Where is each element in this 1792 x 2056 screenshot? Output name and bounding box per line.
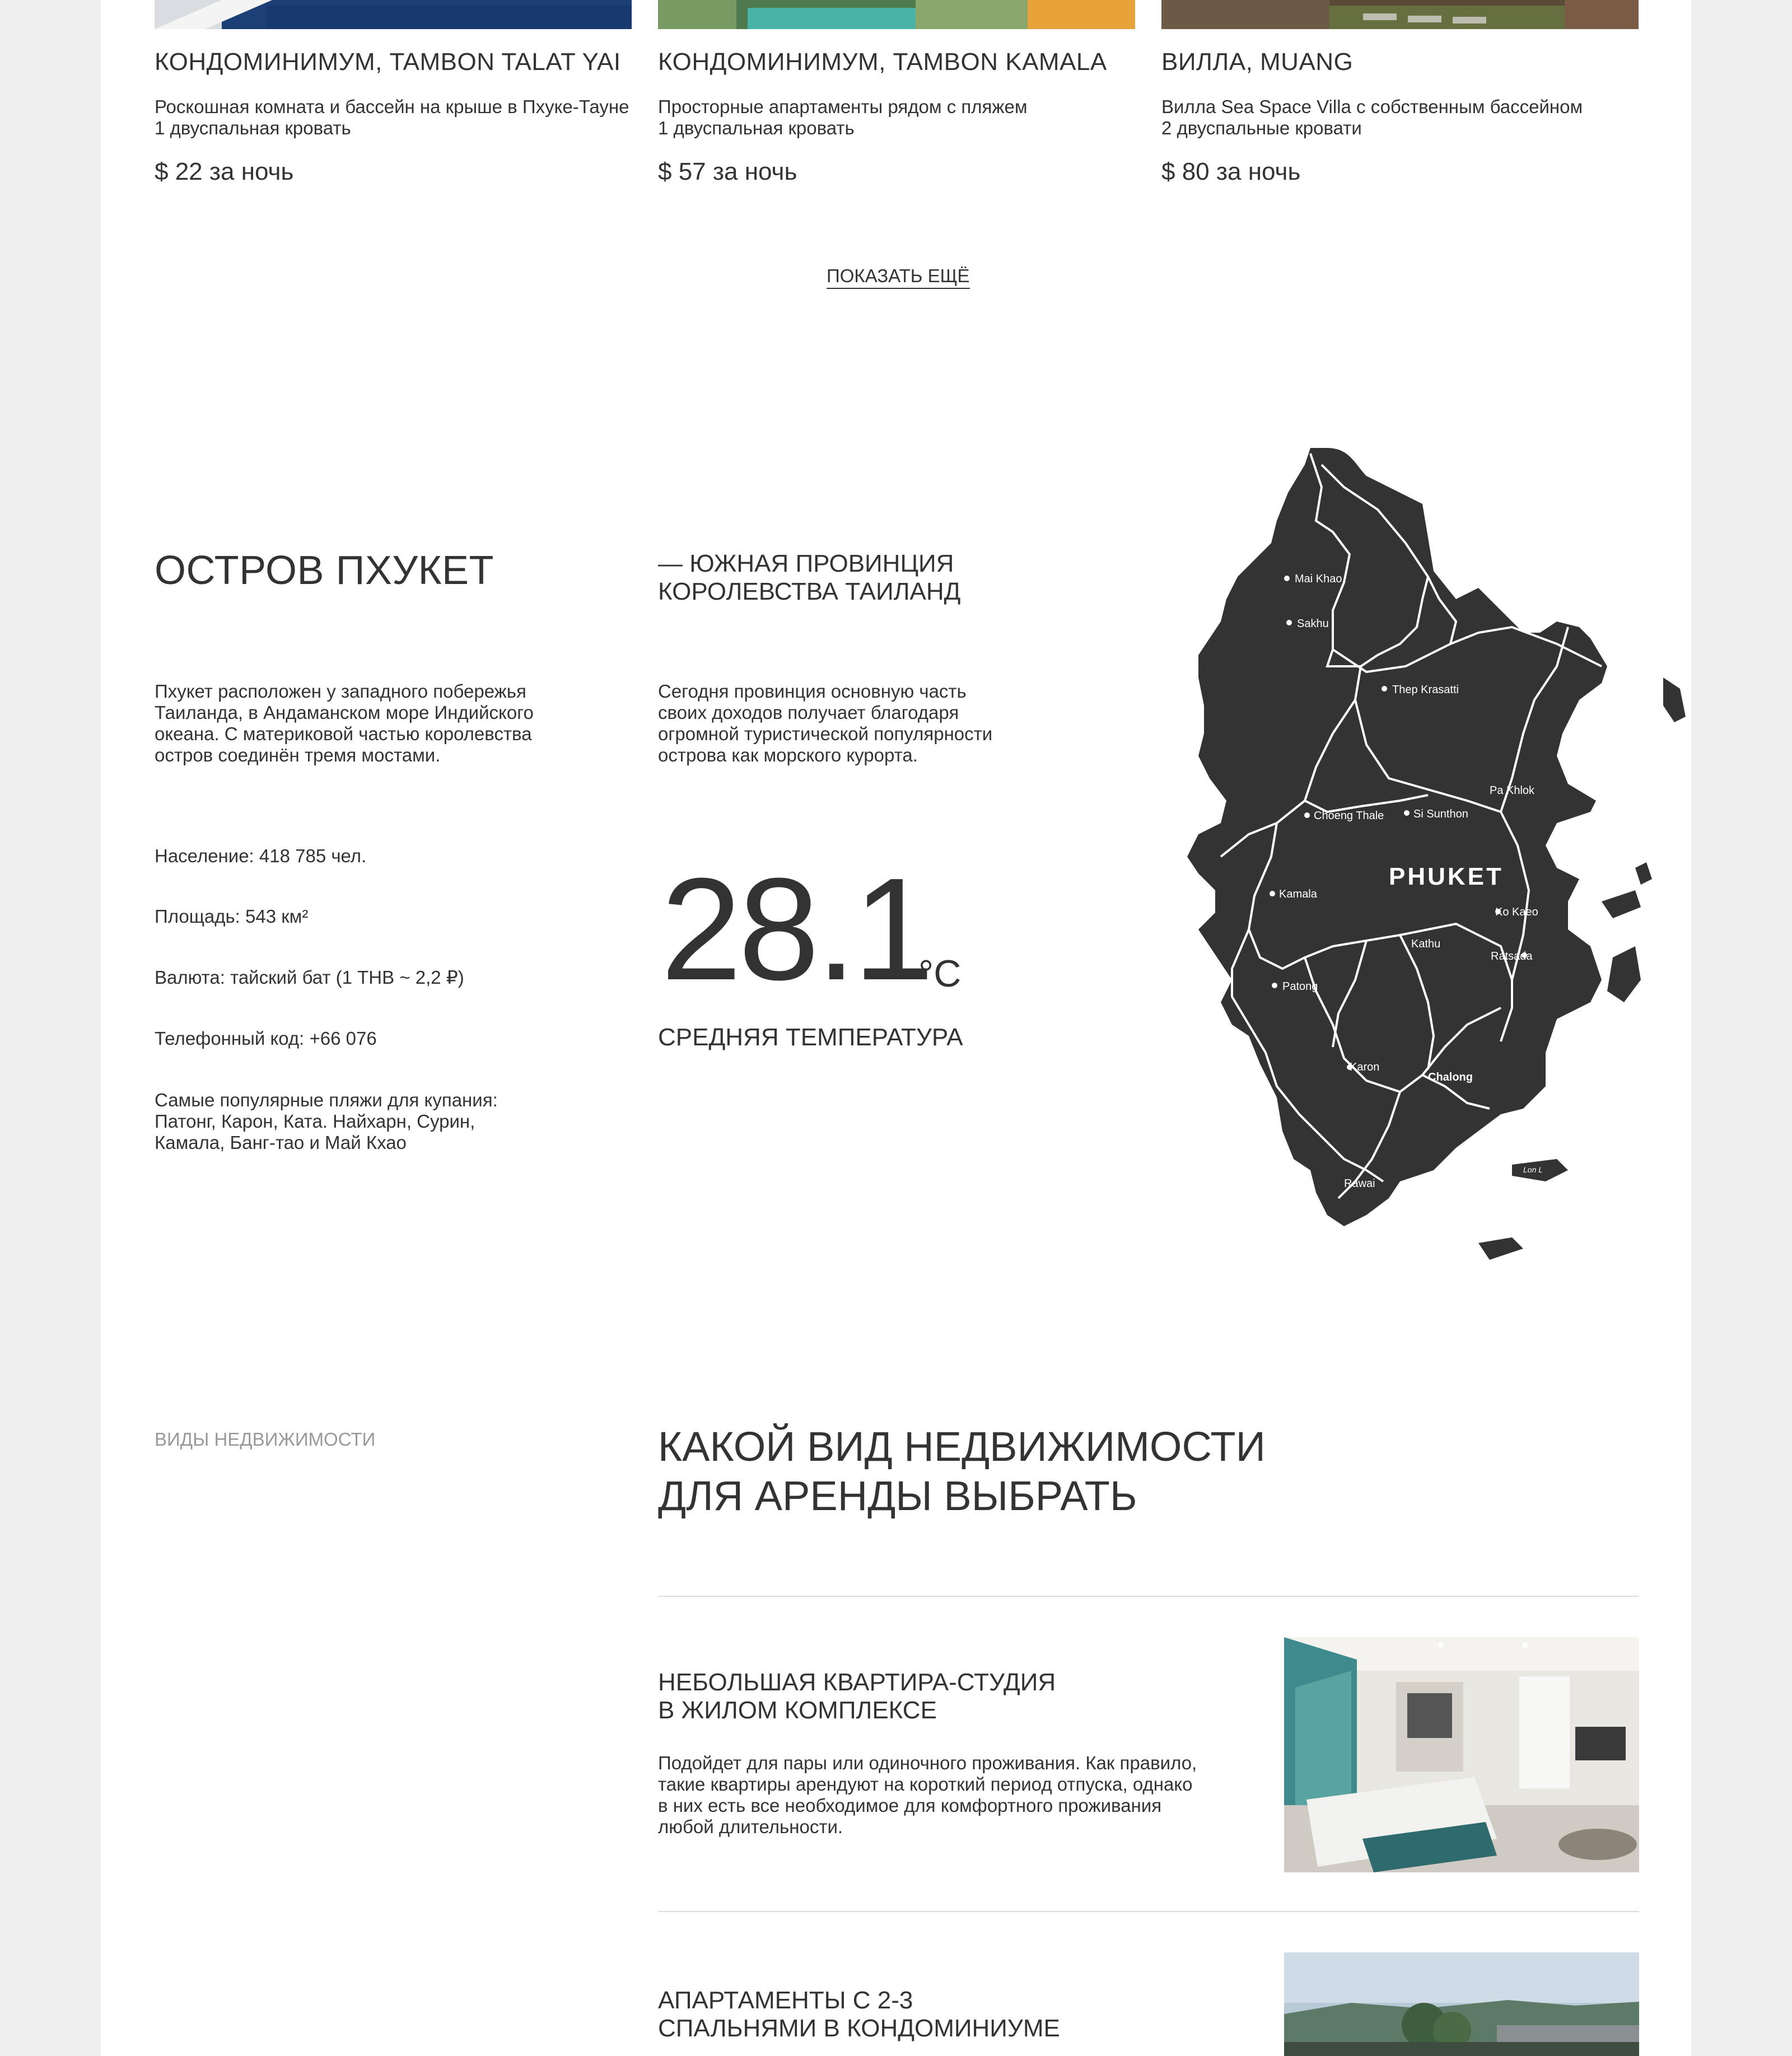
phuket-map (1165, 442, 1702, 1271)
phone-code-fact: Телефонный код: +66 076 (155, 1028, 377, 1049)
map-place-label: Mai Khao (1295, 573, 1342, 585)
island-economy (658, 681, 992, 766)
map-place-label: Thep Krasatti (1392, 684, 1459, 696)
beaches-fact (155, 1090, 498, 1153)
heading-line: ДЛЯ АРЕНДЫ ВЫБРАТЬ (658, 1473, 1137, 1519)
property-type-title-line: АПАРТАМЕНТЫ С 2-3 (658, 1987, 913, 2014)
island-title: ОСТРОВ ПХУКЕТ (155, 548, 494, 593)
beaches-line: Самые популярные пляжи для купания: (155, 1090, 498, 1110)
listing-title[interactable]: ВИЛЛА, MUANG (1161, 48, 1354, 76)
listing-description (658, 96, 1028, 139)
listing-price: $ 22 за ночь (155, 158, 294, 185)
island-economy-line: острова как морского курорта. (658, 745, 918, 765)
property-type-description (658, 1753, 1218, 1838)
listing-beds: 1 двуспальная кровать (658, 118, 855, 138)
map-place-label: Lon L (1523, 1165, 1543, 1174)
map-place-label: Si Sunthon (1413, 808, 1468, 820)
studio-apartment-photo (1284, 1637, 1639, 1872)
show-more-link[interactable]: ПОКАЗАТЬ ЕЩЁ (827, 265, 970, 289)
temperature-unit: °C (918, 952, 962, 995)
listing-description-line: Вилла Sea Space Villa с собственным бассейном (1161, 96, 1583, 117)
heading-line: КАКОЙ ВИД НЕДВИЖИМОСТИ (658, 1423, 1266, 1470)
map-place-label: Patong (1282, 980, 1318, 993)
map-place-label: Pa Khlok (1490, 784, 1535, 797)
map-place-label: Sakhu (1297, 618, 1329, 630)
page (101, 0, 1691, 2056)
property-types-heading (658, 1422, 1266, 1521)
listing-price: $ 57 за ночь (658, 158, 797, 185)
area-fact: Площадь: 543 км² (155, 906, 309, 927)
listing-card[interactable] (1161, 0, 1639, 190)
listing-beds: 2 двуспальные кровати (1161, 118, 1362, 138)
map-place-label: Choeng Thale (1314, 810, 1384, 822)
population-fact: Население: 418 785 чел. (155, 845, 367, 866)
island-intro-line: океана. С материковой частью королевства (155, 723, 532, 744)
property-type-title (658, 1987, 1060, 2043)
beaches-line: Камала, Банг-тао и Май Кхао (155, 1132, 407, 1153)
description-line: любой длительности. (658, 1816, 843, 1837)
map-place-label: Karon (1350, 1061, 1380, 1073)
island-subtitle (658, 550, 960, 606)
listing-photo[interactable] (658, 0, 1135, 29)
map-marker (1270, 891, 1275, 896)
divider (658, 1596, 1639, 1597)
map-place-label: Ratsada (1491, 950, 1533, 962)
description-line: в них есть все необходимое для комфортного проживания (658, 1795, 1162, 1816)
listing-description-line: Роскошная комната и бассейн на крыше в Пхуке-Тауне (155, 96, 629, 117)
island-intro-line: Таиланда, в Андаманском море Индийского (155, 702, 534, 723)
map-marker (1286, 620, 1292, 625)
listing-description (1161, 96, 1583, 139)
listing-price: $ 80 за ночь (1161, 158, 1301, 185)
temperature-value: 28.1 (661, 848, 931, 1011)
description-line: такие квартиры арендуют на короткий период отпуска, однако (658, 1774, 1193, 1795)
temperature-label: СРЕДНЯЯ ТЕМПЕРАТУРА (658, 1024, 963, 1051)
island-economy-line: своих доходов получает благодаря (658, 702, 959, 723)
map-marker (1272, 983, 1277, 988)
listing-photo[interactable] (1161, 0, 1639, 29)
condominium-photo (1284, 1952, 1639, 2056)
description-line: Подойдет для пары или одиночного проживания. Как правило, (658, 1753, 1197, 1773)
section-label: ВИДЫ НЕДВИЖИМОСТИ (155, 1429, 376, 1450)
island-land (1187, 448, 1686, 1260)
listing-photo[interactable] (155, 0, 632, 29)
map-marker (1284, 576, 1290, 581)
map-marker (1382, 686, 1387, 691)
island-economy-line: Сегодня провинция основную часть (658, 681, 967, 702)
listing-description (155, 96, 629, 139)
property-type-title-line: СПАЛЬНЯМИ В КОНДОМИНИУМЕ (658, 2015, 1060, 2042)
map-place-label: Rawai (1344, 1177, 1375, 1190)
map-place-label: Kamala (1279, 888, 1317, 900)
map-marker (1304, 812, 1310, 818)
map-marker (1404, 810, 1410, 816)
beaches-line: Патонг, Карон, Ката. Найхарн, Сурин, (155, 1111, 475, 1132)
divider (658, 1911, 1639, 1912)
listing-card[interactable] (155, 0, 632, 190)
listing-beds: 1 двуспальная кровать (155, 118, 351, 138)
property-type-title (658, 1669, 1056, 1725)
listing-title[interactable]: КОНДОМИНИМУМ, TAMBON KAMALA (658, 48, 1107, 76)
island-intro-line: остров соединён тремя мостами. (155, 745, 441, 765)
island-economy-line: огромной туристической популярности (658, 723, 993, 744)
listing-title[interactable]: КОНДОМИНИМУМ, TAMBON TALAT YAI (155, 48, 621, 76)
property-type-title-line: В ЖИЛОМ КОМПЛЕКСЕ (658, 1697, 937, 1724)
listing-description-line: Просторные апартаменты рядом с пляжем (658, 96, 1028, 117)
island-intro (155, 681, 534, 766)
island-subtitle-line: КОРОЛЕВСТВА ТАИЛАНД (658, 578, 961, 605)
map-title: PHUKET (1389, 863, 1504, 890)
property-type-title-line: НЕБОЛЬШАЯ КВАРТИРА-СТУДИЯ (658, 1669, 1056, 1696)
listing-card[interactable] (658, 0, 1135, 190)
map-place-label: Kathu (1411, 938, 1441, 950)
currency-fact: Валюта: тайский бат (1 THB ~ 2,2 ₽) (155, 967, 464, 988)
map-place-label: Ko Kaeo (1495, 906, 1538, 918)
island-subtitle-line: — ЮЖНАЯ ПРОВИНЦИЯ (658, 550, 954, 577)
map-place-label: Chalong (1428, 1071, 1473, 1083)
island-intro-line: Пхукет расположен у западного побережья (155, 681, 526, 702)
